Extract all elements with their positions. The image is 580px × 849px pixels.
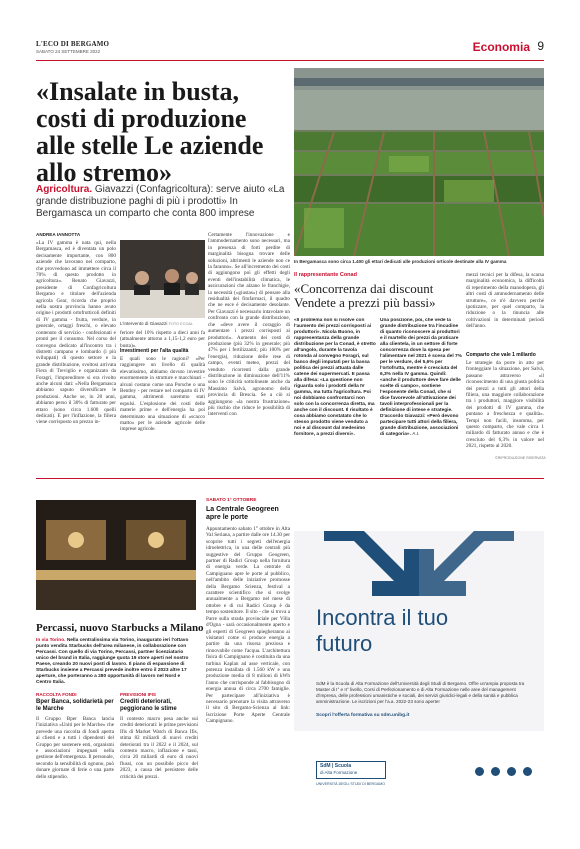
article-column-2b: E quali sono le ragioni? «Per raggiungere un livello di qualità elevatissimo, abbiamo dovuto investire enormemente in strutture e macchinari - alcuni costano come una Porsche o una Bentley - per restare nel comparto di IV gamma, altrimenti saremmo stati espulsi. L'esplosione dei costi delle materie prime e dell'energia ha poi determinato una situazione di «scacco matto» per le aziende agricole delle imprese agricole. xyxy=(120,356,205,433)
page-number: 9 xyxy=(537,39,544,53)
article-column-4a: mezzi tecnici per la difesa, la scarsa marginalità economica, la difficoltà di reperimento della manodopera, gli altri costi di ammodernamento delle strutture», ce n'è davvero perché ipotizzare, per quel comparto, la riduzione o la rinuncia alle coltivazioni in determinati periodi dell'anno. xyxy=(466,272,544,330)
starbucks-text xyxy=(36,638,196,686)
youtube-icon[interactable] xyxy=(507,767,516,776)
newspaper-name: L'ECO DI BERGAMO xyxy=(36,40,110,48)
brief2-tag: PREVISIONI IFIS xyxy=(120,692,156,697)
section-divider xyxy=(36,478,544,479)
social-icons xyxy=(473,761,532,780)
interview-column-1: «Il problema non si risolve con l'aumento dei prezzi corrisposti ai produttori». Nicola Buono, in rappresentanza della grande distribuzione per la Conad, è stretto all'angolo, durante la tavola rotonda al convegno Foragri, sul banco degli imputati per la bassa politica dei prezzi attuata dalle catene dei supermercati. E passa alla difesa: «La questione non riguarda solo i prodotti della IV gamma, ma tutta l'agricoltura. Poi noi dobbiamo confrontarci non solo con la concorrenza diretta, ma anche con il discount. Il risultato è cosa abbiamo constatato che lo stesso prodotto viene venduto a noi e al discount dal medesimo fornitore, a prezzi diversi». xyxy=(294,318,376,437)
logo-line-3: UNIVERSITÀ DEGLI STUDI DI BERGAMO xyxy=(316,782,386,786)
brief1-tag: RACCOLTA FONDI xyxy=(36,692,77,697)
field-photo-caption: In Bergamasca sono circa 1.400 gli ettari dedicati alle produzioni orticole destinate alla IV gamma xyxy=(294,259,507,264)
arrows-graphic xyxy=(294,531,544,601)
column-4-subhead: Comparto che vale 1 miliardo xyxy=(466,352,536,358)
speakers-image xyxy=(120,240,205,318)
interview-column-2-text: Una posizione, poi, che vede la grande distribuzione tra l'incudine di quanto riconoscere ai produttori e il martello dei prezzi da praticare alla clientela, in un settore di forte concorrenza dove la spesa per l'alimentare nel 2021 è scesa del 7% per le verdure, del 5,6% per l'ortofrutta, mentre è cresciuta del 6,3% nella IV gamma. Quindi: «anche il produttore deve fare delle scelte di campo», sostiene l'esponente della Conad, che si dice favorevole all'attivazione dei tavoli interprofessionali per la definizione di intese e strategie. D'accordo Giavazzi: «Però devono partecipare tutti attori della filiera, grande distribuzione, associazioni di categoria». xyxy=(380,318,462,437)
interview-column-2 xyxy=(380,318,462,460)
field-photo xyxy=(294,68,544,256)
header-rule xyxy=(36,60,544,61)
sdm-advertisement[interactable] xyxy=(294,531,544,806)
article-column-1: «La IV gamma è nata qui, nella Bergamasca, ed è diventata un polo decisamente importante, con 800 aziende che lavorano nel comparto, che provvedono ad immettere circa il 70% di questo prodotto in agricoltura». Renato Giavazzi, presidente di Confagricoltura Bergamo e titolare dell'azienda agricola Gear, ricorda che proprio nella nostra provincia hanno avuto origine i prodotti ortofrutticoli definiti di IV gamma - frutta, verdure, in generale, ortaggi freschi, o elevato contenuto di servizio - confezionati e pronti per il consumo. Nel corso del convegno dedicato all'incontro tra i distretti campano e lombardo (i più sviluppati) di questo settore e la grande distribuzione, svoltosi arrivata Fiera di Treviglio e organizzato da Foragri, l'imprenditore si era rivolto anche alcuni dati: «Nella Bergamasca abbiamo saputo diversificare le produzioni. Anche se, in 20 anni, abbiamo perso il 30% di fatturato per ettaro (sono circa 1.600 quelli dedicati). E per l'inflazione, la filiera viene corrisposto un prezzo in- xyxy=(36,240,116,426)
kicker-text: Giavazzi (Confagricoltura): serve aiuto «La grande distribuzione paghi di più i prodotti» In Bergamasca un comparto che conta 800 imprese xyxy=(36,184,285,219)
ad-title: Incontra il tuo futuro xyxy=(316,605,449,656)
conference-photo-credit: FOTO ECOAL xyxy=(168,322,194,326)
column-2-subhead: Investimenti per l'alta qualità xyxy=(120,348,189,354)
starbucks-title: Percassi, nuovo Starbucks a Milano xyxy=(36,622,204,634)
conference-caption-label: L'intervento di Giavazzi xyxy=(120,321,168,326)
starbucks-body: Nella centralissima via Torino, inaugurato ieri l'ottavo punto vendita Starbucks dell'area milanese, in collaborazione con Percassi. Con quello di via Torino, Percassi, partner licenziatario unico del brand in Italia, raggiunge quota 19 store aperti nel nostro Paese, creando 20 nuovi posti di lavoro. Il piano di espansione di Starbucks insieme a Percassi prevede inoltre entro il 2023 altre 17 aperture, che porteranno a 280 opportunità di lavoro nel Nord e Centro Italia. xyxy=(36,638,189,685)
copyright-note: ©RIPRODUZIONE RISERVATA xyxy=(495,456,546,460)
issue-date: SABATO 24 SETTEMBRE 2022 xyxy=(36,49,101,54)
ad-link[interactable]: Scopri l'offerta formativa su sdm.unibg.it xyxy=(316,713,410,718)
conference-photo-caption xyxy=(120,321,205,326)
main-headline: «Insalate in busta, costi di produzione alle stelle Le aziende allo stremo» xyxy=(36,77,264,187)
georgreen-text: Appuntamento sabato 1° ottobre in Alta Val Seriana, a partire dalle ore 14.30 per scoprire tutti i segreti dell'energia idroelettrica, in una delle centrali più suggestive del Gruppo Geogreen, partner di Radici Group nella fornitura di energia verde. La centrale di Campiguano apre le porte al pubblico, nell'ambito delle iniziative promosse della Bergamo Scienza, festival a carattere scientifico che si svolge annualmente a Bergamo nel mese di ottobre e di cui Radici Group è da tempo sostenitore. Il sito - che si trova a Parre sulla strada provinciale per Villa d'Ogna - sarà occasionalmente aperto e gli esperti di Geogreen spiegheranno ai visitatori come si produce energia a partire da una risorsa preziosa e rinnovabile come l'acqua. L'architettura fisica di Campignano è costituita da una turbina Kaplan ad asse verticale, con potenza installata di 1.560 kW e una produzione media di 8 milioni di kWh l'anno che corrisponde al fabbisogno di energia annua di circa 2700 famiglie. Per partecipare all'iniziativa è necessario prenotare la visita attraverso il sito di Bergamo-Scienza al link: Iscrizione Porte Aperte Centrale Campignano. xyxy=(206,526,290,725)
masthead xyxy=(36,40,109,54)
store-interior-image xyxy=(36,500,196,610)
brief2-text: Il contesto macro pesa anche sui crediti deteriorati: le prime previsioni Ifis di Market Watch di Banca Ifis, stima 82 miliardi di nuovi crediti deteriorati tra il 2022 e il 2024, sul contesto macro, inflazione e tassi, circa 20 miliardi di euro di nuovi flussi, con un possibile picco del 2023, a causa del persistere delle criticità dei prezzi. xyxy=(120,716,198,780)
logo-line-1: SdM | Scuola xyxy=(320,763,352,769)
starbucks-lead: In via Torino. xyxy=(36,638,66,643)
ad-text: SdM è la Scuola di Alta Formazione dell'Università degli Studi di Bergamo. Offre un'ampia proposta tra Master di I° e II° livello, Corsi di Perfezionamento e di Alta Formazione nelle aree del management d'impresa, delle professioni umanistiche e sociali, dei servizi giuridici-legali e della sanità e pubblica amministrazione. Le iscrizioni per l'a.a. 2022-23 sono aperte! xyxy=(316,681,525,704)
ad-footer xyxy=(294,731,544,806)
linkedin-icon[interactable] xyxy=(523,767,532,776)
interview-pull-quote: «Concorrenza dai discount Vendete a prezzi più bassi» xyxy=(294,281,436,310)
kicker xyxy=(36,184,290,220)
brief2-title: Crediti deteriorati, peggiorano le stime xyxy=(120,699,177,712)
lettuce-field-image xyxy=(294,68,544,256)
interview-initials: A.I. xyxy=(412,432,420,437)
kicker-label: Agricoltura. xyxy=(36,184,93,195)
article-column-4b: Le strategie da porre in atto per fronteggiare la situazione, per Salvà, passano attraverso «il riconoscimento di una giusta politica dei prezzi a tutti gli attori della filiera, una maggiore collaborazione tra i produttori, maggiore visibilità dei prodotti di IV gamma, che puntano a freschezza e qualità». Tempi non facili, insomma, per questo comparto, che vale circa 1 miliardo di fatturato annuo e che è cresciuto del 6,3% in valore nel 2021, rispetto al 2020. xyxy=(466,360,544,450)
instagram-icon[interactable] xyxy=(491,767,500,776)
article-column-2a: feriore del 10% rispetto a dieci anni fa (attualmente attorno a 1,15-1,2 euro per busta)». xyxy=(120,330,205,349)
conference-photo xyxy=(120,240,205,318)
georgreen-tag: SABATO 1° OTTOBRE xyxy=(206,498,257,503)
georgreen-title: La Centrale Geogreen apre le porte xyxy=(206,506,279,521)
logo-line-2: di Alta Formazione xyxy=(320,770,358,775)
brief1-text: Il Gruppo Bper Banca lancia l'iniziativa «Uniti per le Marche» che prevede una raccolta di fondi aperta ai clienti e a tutti i dipendenti del Gruppo per sostenere enti, organismi e associazioni impegnati nella gestione dell'emergenza. Il personale, secondo la sensibilità di ognuno, può donare giornate di ferie o una parte dello stipendio. xyxy=(36,716,114,780)
interview-tag: Il rappresentante Conad xyxy=(294,272,357,278)
facebook-icon[interactable] xyxy=(475,767,484,776)
starbucks-photo xyxy=(36,500,196,610)
byline: ANDREA IANNOTTA xyxy=(36,232,81,237)
sdm-logo xyxy=(316,761,386,779)
brief1-title: Bper Banca, solidarietà per le Marche xyxy=(36,699,114,712)
section-label: Economia xyxy=(472,40,530,54)
article-column-3: Certamente l'innovazione e l'ammodernamento sono necessari, ma in presenza di forti perdite di marginalità bisogna trovare delle soluzioni, altrimenti le aziende non ce la faranno». Se all'incremento dei costi di aggiungono poi gli effetti degli eventi dell'instabilità climatica, le assicurazioni che alzano le franchigie, la necessità («giustas») di pensare alla residualità dei fitofarmaci, il quadro che ne esce è decisamente desolante. Per Giavazzi è necessario intavolare un confronto con la grande distribuzione, che «deve avere il coraggio di aumentare i prezzi corrisposti ai produttori». Aumento dei costi di produzione (più 32% in generale; più 47% per i fertilizzanti; più 100% per l'energia), riduzione delle rese di campo, eventi meteo, prezzi del venduto ricorrenti dalla grande distribuzione in diminuzione dell'11% sono le criticità sottolineate anche da Massimo Salvà, agronomo della provincia di Brescia. Se a ciò si aggiungono «la nostra frustrazione» più rischio che riduce le possibilità di interventi con xyxy=(208,232,290,418)
